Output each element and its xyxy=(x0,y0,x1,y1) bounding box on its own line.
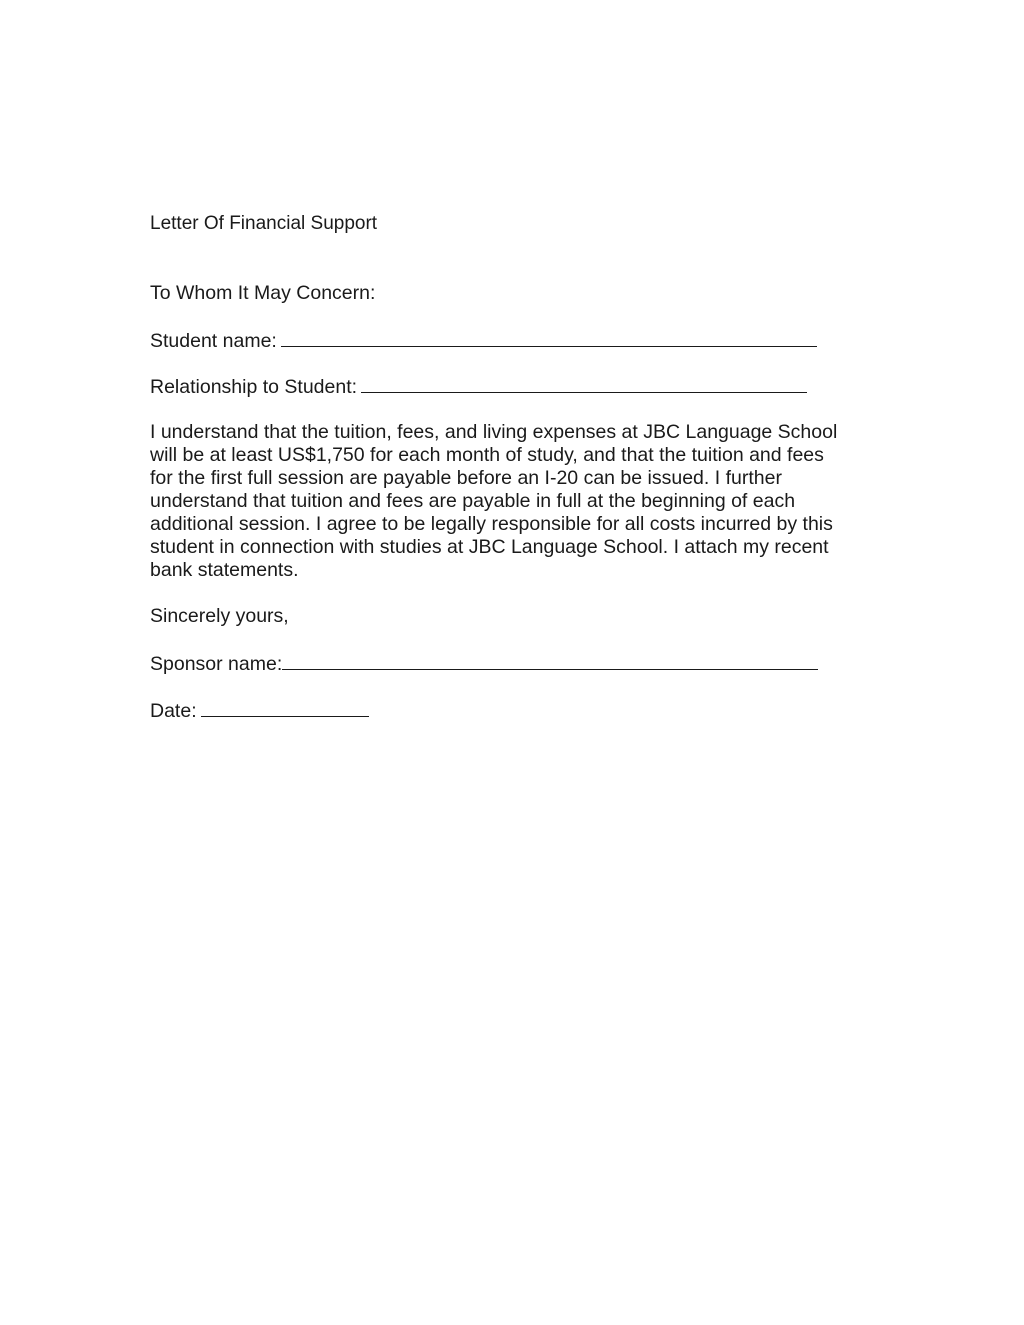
body-line: student in connection with studies at JBC Language School. I attach my recent xyxy=(150,536,829,558)
date-blank xyxy=(201,698,369,717)
letter-body xyxy=(150,421,870,582)
relationship-blank xyxy=(361,374,807,393)
relationship-label: Relationship to Student: xyxy=(150,376,358,398)
student-name-row xyxy=(150,328,817,353)
body-line: for the first full session are payable before an I-20 can be issued. I further xyxy=(150,467,782,489)
body-line: I understand that the tuition, fees, and living expenses at JBC Language School xyxy=(150,421,838,443)
date-row xyxy=(150,698,369,723)
closing: Sincerely yours, xyxy=(150,605,289,627)
body-line: understand that tuition and fees are payable in full at the beginning of each xyxy=(150,490,796,512)
date-label: Date: xyxy=(150,700,197,722)
sponsor-name-label: Sponsor name: xyxy=(150,653,283,675)
letter-title: Letter Of Financial Support xyxy=(150,213,378,234)
salutation: To Whom It May Concern: xyxy=(150,282,376,304)
sponsor-name-blank xyxy=(282,651,818,670)
sponsor-name-row xyxy=(150,651,818,676)
body-line: bank statements. xyxy=(150,559,299,581)
body-line: additional session. I agree to be legally responsible for all costs incurred by this xyxy=(150,513,833,535)
student-name-label: Student name: xyxy=(150,330,277,352)
relationship-row xyxy=(150,374,807,399)
body-line: will be at least US$1,750 for each month of study, and that the tuition and fees xyxy=(150,444,824,466)
student-name-blank xyxy=(281,328,817,347)
